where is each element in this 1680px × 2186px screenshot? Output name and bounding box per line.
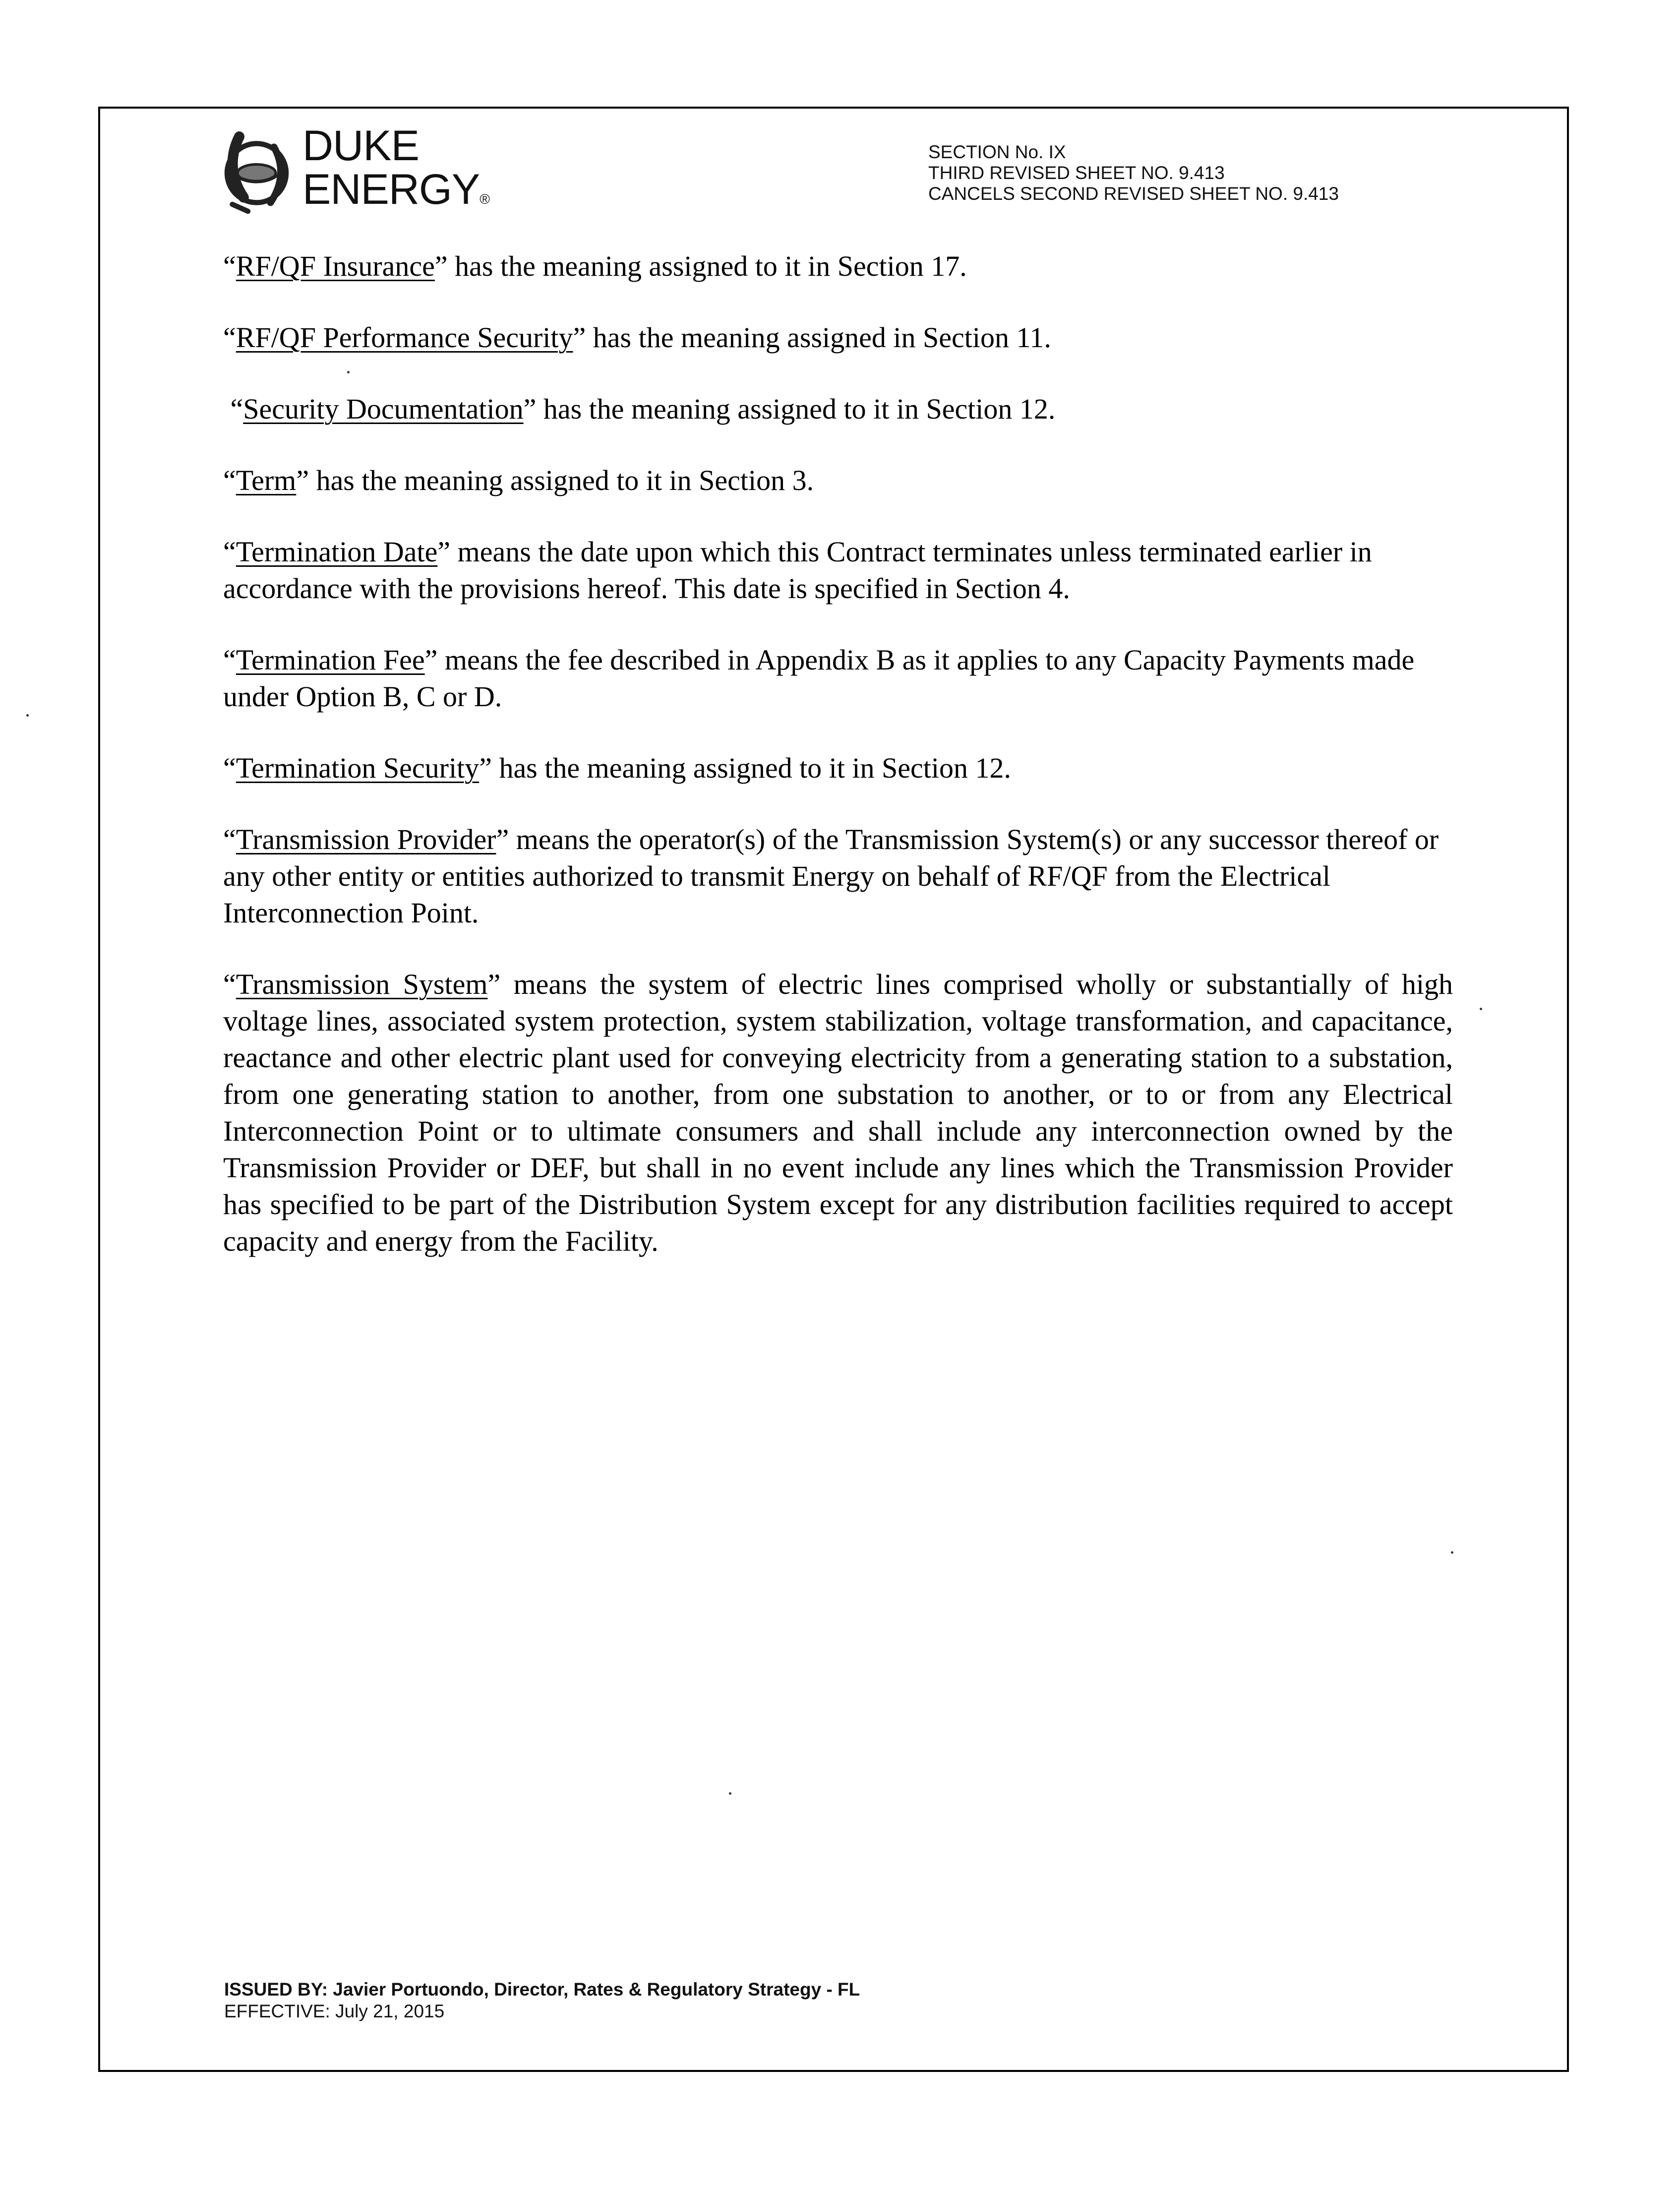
definition-transmission-system: “Transmission System” means the system of electric lines comprised wholly or substantially of high voltage lines, associated system protection, system stabilization, voltage transformation, and capacitance, reactance and other electric plant used for conveying electricity from a generating station to a substation, from one generating station to another, from one substation to another, or to or from any Electrical Interconnection Point or to ultimate consumers and shall include any interconnection owned by the Transmission Provider or DEF, but shall in no event include any lines which the Transmission Provider has specified to be part of the Distribution System except for any distribution facilities required to accept capacity and energy from the Facility. <box>223 968 1453 1257</box>
definition-termination-date: “Termination Date” means the date upon which this Contract terminates unless terminated earlier in accordance with the provisions hereof. This date is specified in Section 4. <box>223 536 1372 605</box>
definition-text: means the system of electric lines comprised wholly or substantially of high voltage lines, associated system protection, system stabilization, voltage transformation, and capacitance, reactance and other electric plant used for conveying electricity from a generating station to a substation, from one generating station to another, from one substation to another, or to or from any Electrical Interconnection Point or to ultimate consumers and shall include any interconnection owned by the Transmission Provider or DEF, but shall in no event include any lines which the Transmission Provider has specified to be part of the Distribution System except for any distribution facilities required to accept capacity and energy from the Facility. <box>223 968 1453 1257</box>
definition-text: has the meaning assigned to it in Section 3. <box>309 464 814 496</box>
definition-transmission-provider: “Transmission Provider” means the operator(s) of the Transmission System(s) or any successor thereof or any other entity or entities authorized to transmit Energy on behalf of RF/QF from the Electrical Interconnection Point. <box>223 823 1439 929</box>
issued-by: ISSUED BY: Javier Portuondo, Director, Rates & Regulatory Strategy - FL <box>224 1979 860 2000</box>
definition-term: “Term” has the meaning assigned to it in Section 3. <box>223 464 814 496</box>
defined-term: Transmission System <box>236 968 488 1000</box>
defined-term: Security Documentation <box>243 393 524 425</box>
defined-term: Termination Fee <box>236 644 425 676</box>
scan-speck <box>1480 1008 1482 1010</box>
effective-date: EFFECTIVE: July 21, 2015 <box>224 2001 445 2021</box>
duke-energy-globe-icon <box>213 128 300 215</box>
section-number: SECTION No. IX <box>928 142 1066 162</box>
definition-text: means the operator(s) of the Transmission System(s) or any successor thereof or any other entity or entities authorized to transmit Energy on behalf of RF/QF from the Electrical Interconnection Point. <box>223 823 1439 929</box>
scan-speck <box>347 371 350 373</box>
definition-rfqf-insurance: “RF/QF Insurance” has the meaning assigned to it in Section 17. <box>223 250 967 282</box>
duke-energy-logo <box>213 124 521 218</box>
defined-term: RF/QF Performance Security <box>236 321 573 354</box>
defined-term: Transmission Provider <box>236 823 496 855</box>
definitions-list <box>223 248 1453 1294</box>
definition-termination-security: “Termination Security” has the meaning assigned to it in Section 12. <box>223 752 1011 784</box>
scan-speck <box>1451 1551 1453 1554</box>
definition-text: has the meaning assigned in Section 11. <box>586 321 1051 354</box>
definition-text: has the meaning assigned to it in Section 17. <box>447 250 967 282</box>
defined-term: RF/QF Insurance <box>236 250 435 282</box>
definition-text: has the meaning assigned to it in Section 12. <box>536 393 1056 425</box>
definition-text: means the date upon which this Contract terminates unless terminated earlier in accordance with the provisions hereof. This date is specified in Section 4. <box>223 536 1372 605</box>
definition-termination-fee: “Termination Fee” means the fee described in Appendix B as it applies to any Capacity Payments made under Option B, C or D. <box>223 644 1415 713</box>
sheet-number: THIRD REVISED SHEET NO. 9.413 <box>928 163 1225 183</box>
logo-line-duke: DUKE <box>302 122 419 170</box>
defined-term: Termination Security <box>236 752 480 784</box>
defined-term: Termination Date <box>236 536 438 568</box>
logo-wordmark <box>302 124 489 221</box>
issuance-footer <box>224 1979 860 2022</box>
defined-term: Term <box>236 464 297 496</box>
scan-speck <box>26 714 29 717</box>
scan-speck <box>729 1792 731 1795</box>
definition-text: means the fee described in Appendix B as it applies to any Capacity Payments made under Option B, C or D. <box>223 644 1415 713</box>
sheet-header <box>928 142 1339 204</box>
registered-mark: ® <box>480 191 489 207</box>
definition-security-documentation: “Security Documentation” has the meaning assigned to it in Section 12. <box>223 393 1056 425</box>
cancels-sheet: CANCELS SECOND REVISED SHEET NO. 9.413 <box>928 183 1339 204</box>
definition-rfqf-performance-security: “RF/QF Performance Security” has the meaning assigned in Section 11. <box>223 321 1051 354</box>
logo-line-energy: ENERGY® <box>302 166 489 213</box>
definition-text: has the meaning assigned to it in Section 12. <box>491 752 1011 784</box>
